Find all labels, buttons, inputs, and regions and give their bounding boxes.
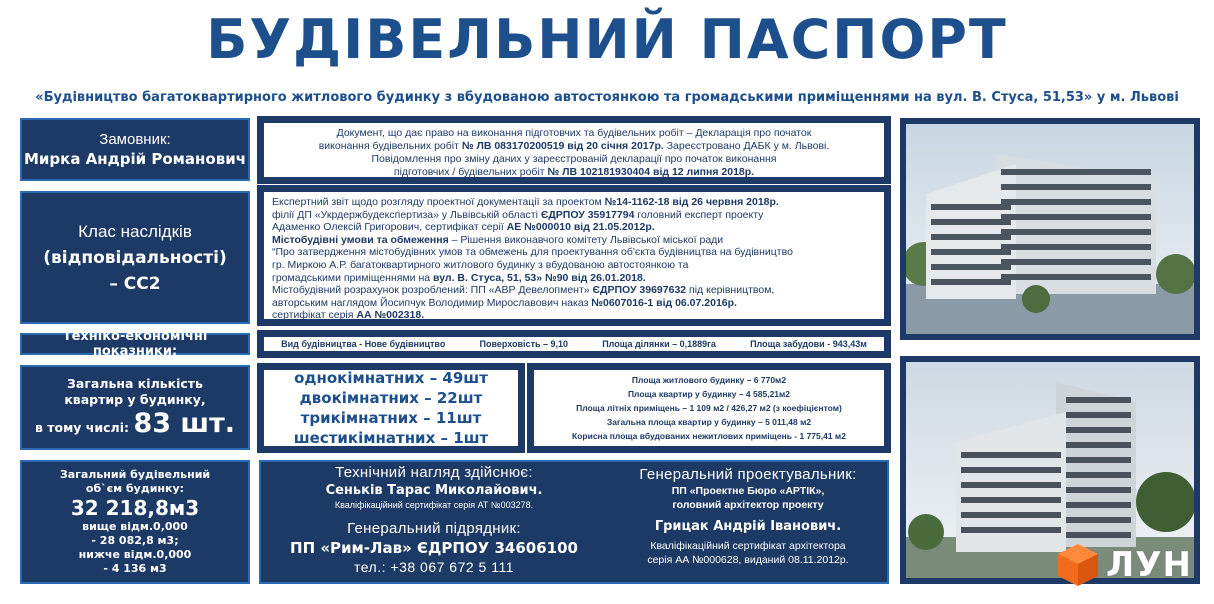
consequence-class-panel xyxy=(20,191,250,324)
expertise-box xyxy=(262,190,886,321)
area-item: Площа літніх приміщень – 1 109 м2 / 426,27 м2 (з коефіцієнтом) xyxy=(576,403,842,413)
area-item: Корисна площа вбудованих нежитлових приміщень - 1 775,41 м2 xyxy=(572,431,846,441)
supervision-label: Технічний нагляд здійснює: xyxy=(335,464,533,481)
supervision-cert: Кваліфікаційний сертифікат серія АТ №003278. xyxy=(334,500,534,510)
designer-cert: серія АА №000628, виданий 08.11.2012р. xyxy=(647,554,849,566)
expertise-line: Експертний звіт щодо розгляду проектної документації за проектом №14-1162-18 від 26 червня 2018р. xyxy=(272,196,779,208)
declaration-line: підготовчих / будівельних робіт № ЛВ 102181930404 від 12 липня 2018р. xyxy=(393,166,755,178)
tech-indicators-label: Техніко-економічні показники: xyxy=(20,333,250,355)
flats-label: Загальна кількість xyxy=(67,376,203,391)
declaration-box xyxy=(262,121,886,179)
declaration-line: виконання будівельних робіт № ЛВ 083170200519 від 20 січня 2017р. Зареєстровано ДАБК у м. Львові. xyxy=(318,140,830,152)
building-render-illustration xyxy=(906,124,1194,334)
areas-box xyxy=(532,368,886,448)
class-label: Клас наслідків xyxy=(78,221,192,241)
volume-label: Загальний будівельний xyxy=(59,468,211,481)
designer-org: ПП «Проектне Бюро «АРТІК», xyxy=(671,485,825,497)
supervision-name: Сеньків Тарас Миколайович. xyxy=(325,483,543,498)
volume-label: об`єм будинку: xyxy=(85,482,185,495)
customer-name: Мирка Андрій Романович xyxy=(23,149,247,168)
contractor-name: ПП «Рим-Лав» ЄДРПОУ 34606100 xyxy=(290,539,578,557)
volume-panel xyxy=(20,460,250,584)
logo-text: ЛУН xyxy=(1106,545,1192,585)
area-item: Загальна площа квартир у будинку – 5 011,48 м2 xyxy=(606,417,812,427)
designer-block xyxy=(613,466,883,567)
tech-item: Площа забудови - 943,43м xyxy=(750,339,867,349)
volume-total: 32 218,8м3 xyxy=(70,496,200,520)
expertise-line: громадськими приміщеннями на вул. В. Стуса, 51, 53» №90 від 26.01.2018. xyxy=(272,271,646,284)
customer-panel xyxy=(20,118,250,181)
room-types-box xyxy=(262,368,520,448)
expertise-line: авторським наглядом Йосипчук Володимир Мирославович наказ №0607016-1 від 06.07.2016р. xyxy=(272,296,737,309)
flats-total: в тому числі: 83 шт. xyxy=(34,408,236,439)
volume-above-label: вище відм.0,000 xyxy=(82,520,188,533)
customer-label: Замовник: xyxy=(99,130,171,148)
class-sub-label: (відповідальності) xyxy=(43,247,227,268)
area-item: Площа житлового будинку – 6 770м2 xyxy=(631,375,787,385)
expertise-line: Адаменко Олексій Григорович, сертифікат серії АЕ №000010 від 21.05.2012р. xyxy=(272,221,655,234)
class-value: – СС2 xyxy=(109,273,161,294)
room-type: двокімнатних – 22шт xyxy=(299,389,483,407)
volume-below-label: нижче відм.0,000 xyxy=(78,548,192,561)
declaration-line: Повідомлення про зміну даних у зареєстрованій декларації про початок виконання xyxy=(371,153,777,165)
expertise-line: “Про затвердження містобудівних умов та обмежень для проектування об'єкта будівництва на будівництво xyxy=(272,246,793,259)
expertise-line: сертифікат серія АА №002318. xyxy=(272,309,425,322)
supervision-block xyxy=(269,464,599,511)
room-type: шестикімнатних – 1шт xyxy=(293,429,489,447)
expertise-line: Містобудівний розрахунок розроблений: ПП «АВР Девелопмент» ЄДРПОУ 39697632 під керівництвом, xyxy=(272,284,775,297)
expertise-line: філії ДП «Укрдержбудекспертиза» у Львівській області ЄДРПОУ 35917794 головний експерт проекту xyxy=(272,208,764,221)
tech-indicators-box xyxy=(262,335,886,353)
cube-logo-icon xyxy=(1056,542,1100,588)
volume-below-value: - 4 136 м3 xyxy=(103,562,167,575)
tech-item: Площа ділянки – 0,1889га xyxy=(602,339,716,349)
expertise-line: гр. Миркою А.Р. багатоквартирного житлового будинку з вбудованою автостоянкою та xyxy=(272,258,689,271)
page-subtitle: «Будівництво багатоквартирного житлового будинку з вбудованою автостоянкою та громадськими приміщеннями на вул. В. Стуса, 51,53» у м. Львові xyxy=(35,90,1179,105)
building-render-photo xyxy=(900,118,1200,340)
tech-item: Вид будівництва - Нове будівництво xyxy=(281,339,446,349)
declaration-line: Документ, що дає право на виконання підготовчих та будівельних робіт – Декларація про початок xyxy=(336,127,812,139)
page-title: БУДІВЕЛЬНИЙ ПАСПОРТ xyxy=(206,8,1008,71)
designer-label: Генеральний проектувальник: xyxy=(639,466,857,483)
room-type: однокімнатних – 49шт xyxy=(294,369,488,387)
volume-above-value: - 28 082,8 м3; xyxy=(91,534,179,547)
contractor-phone: тел.: +38 067 672 5 111 xyxy=(353,559,514,575)
room-type: трикімнатних – 11шт xyxy=(300,409,482,427)
expertise-line: Містобудівні умови та обмеження – Рішення виконавчого комітету Львівської міської ради xyxy=(272,233,724,246)
contractor-label: Генеральний підрядник: xyxy=(347,520,521,537)
designer-cert: Кваліфікаційний сертифікат архітектора xyxy=(650,540,846,552)
flats-count-panel xyxy=(20,365,250,450)
area-item: Площа квартир у будинку – 4 585,21м2 xyxy=(627,389,791,399)
watermark-logo xyxy=(1056,542,1192,588)
designer-role: головний архітектор проекту xyxy=(672,499,824,511)
flats-label: квартир у будинку, xyxy=(64,392,206,407)
team-panel xyxy=(259,460,889,584)
contractor-block xyxy=(269,520,599,576)
designer-name: Грицак Андрій Іванович. xyxy=(654,519,842,534)
tech-item: Поверховість – 9,10 xyxy=(479,339,569,349)
